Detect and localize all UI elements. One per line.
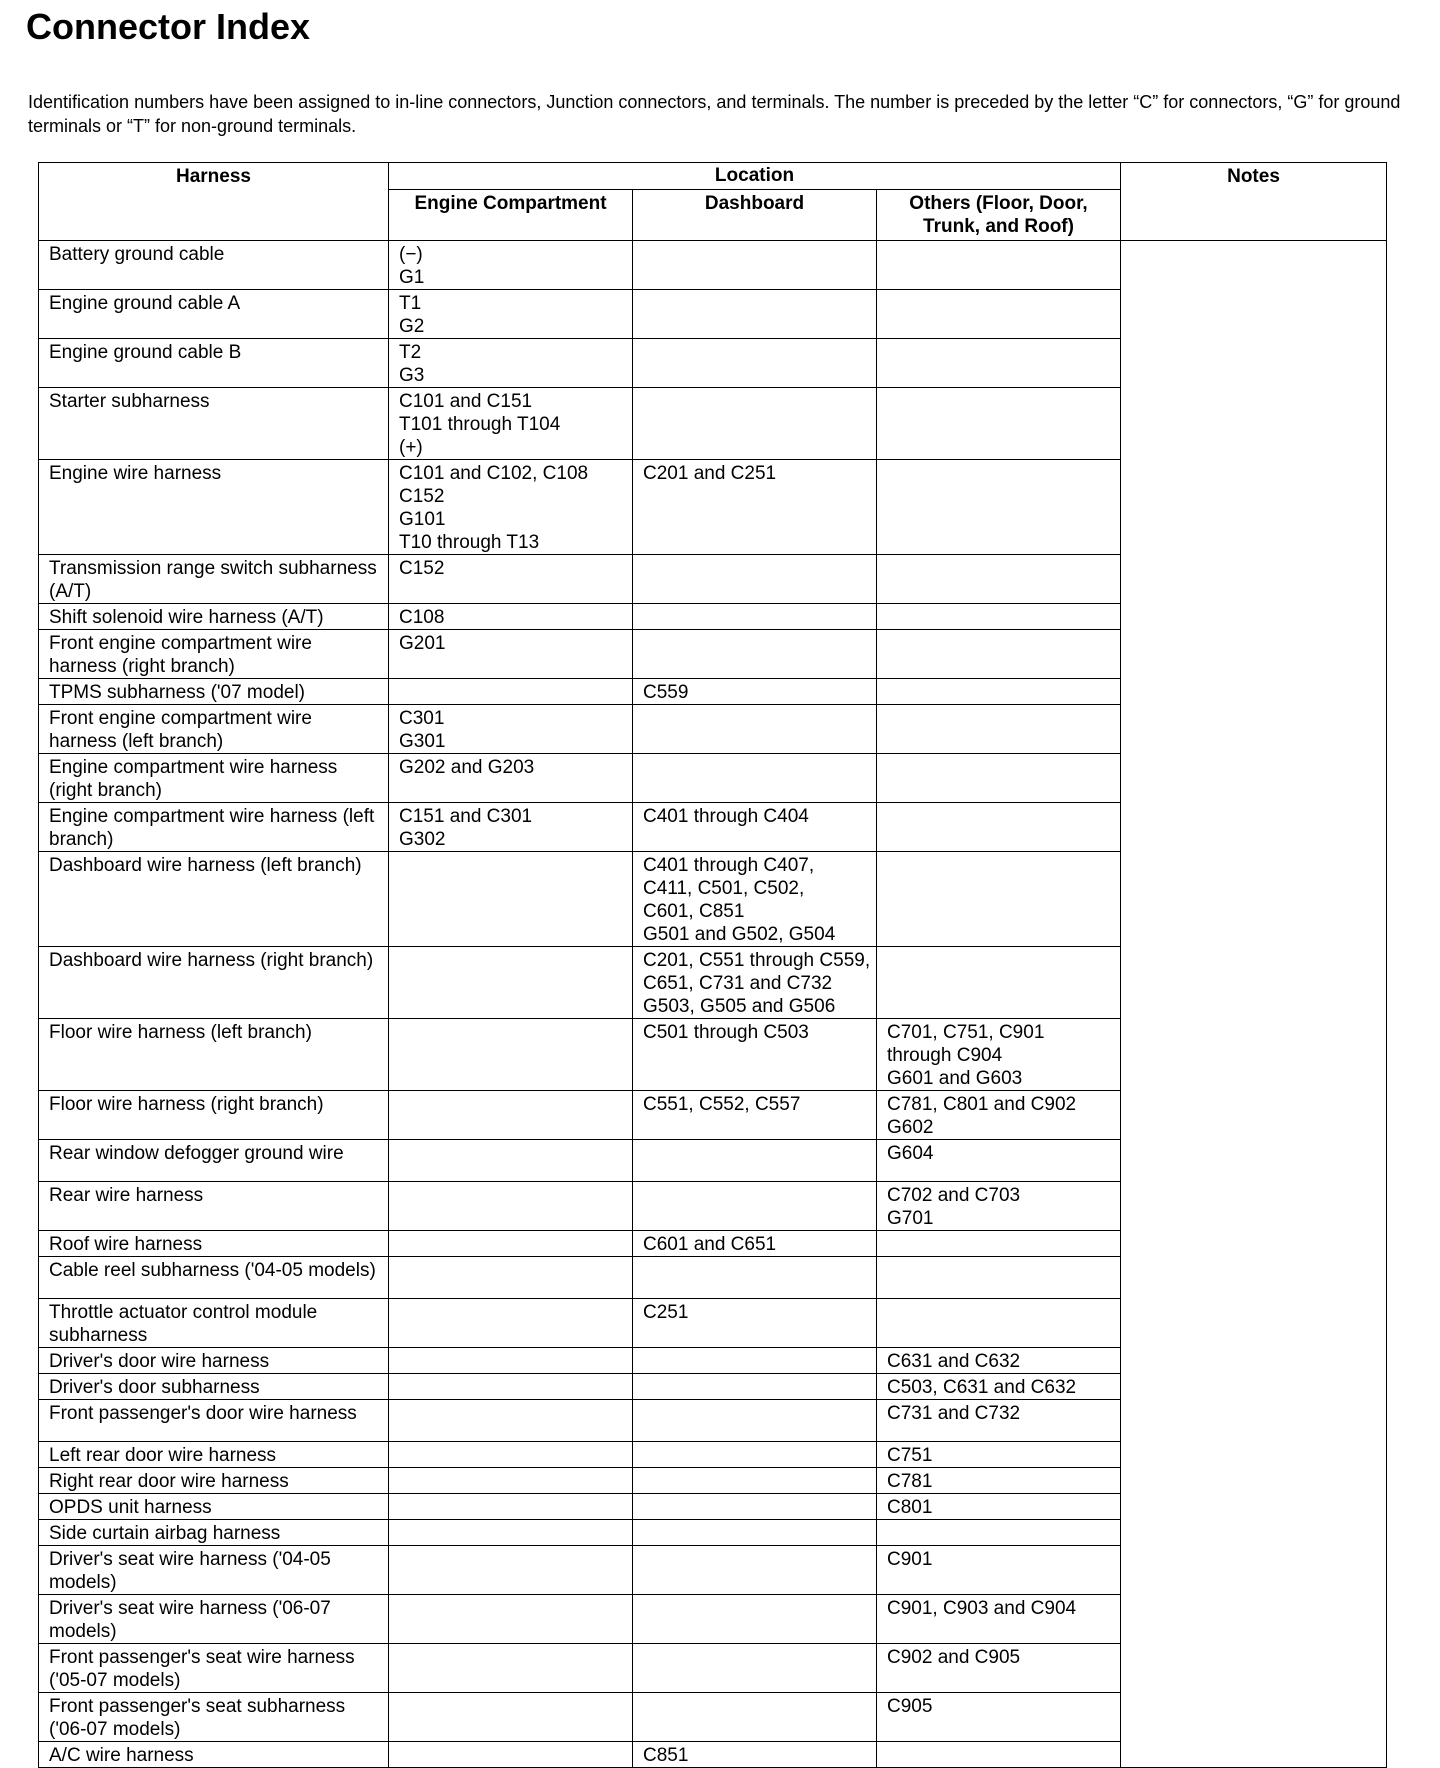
dashboard-location-cell bbox=[633, 1091, 877, 1140]
header-harness: Harness bbox=[39, 163, 389, 241]
harness-name-cell: A/C wire harness bbox=[39, 1742, 389, 1768]
connector-code: T2 bbox=[399, 342, 422, 363]
others-location-cell bbox=[877, 1546, 1121, 1595]
engine-location-cell bbox=[389, 1494, 633, 1520]
harness-name-cell: Right rear door wire harness bbox=[39, 1468, 389, 1494]
others-location-cell bbox=[877, 1140, 1121, 1182]
connector-code: C401 through C404 bbox=[643, 806, 809, 827]
dashboard-location-cell bbox=[633, 1742, 877, 1768]
table-header bbox=[39, 163, 1387, 241]
engine-location-cell bbox=[389, 460, 633, 555]
connector-code: C905 bbox=[887, 1696, 933, 1717]
others-location-cell bbox=[877, 1400, 1121, 1442]
intro-paragraph: Identification numbers have been assigned to in-line connectors, Junction connectors, and terminals. The number is preceded by the letter “C” for connectors, “G” for ground terminals or “T” for non-ground terminals. bbox=[28, 92, 1401, 136]
dashboard-location-cell bbox=[633, 1693, 877, 1742]
engine-location-cell bbox=[389, 947, 633, 1019]
harness-name-cell: Front engine compartment wire harness (left branch) bbox=[39, 705, 389, 754]
others-location-cell bbox=[877, 241, 1121, 290]
engine-location-cell bbox=[389, 803, 633, 852]
connector-code: C701, C751, C901 bbox=[887, 1022, 1045, 1043]
harness-name-cell: OPDS unit harness bbox=[39, 1494, 389, 1520]
dashboard-location-cell bbox=[633, 339, 877, 388]
harness-name-cell: Engine compartment wire harness (right branch) bbox=[39, 754, 389, 803]
dashboard-location-cell bbox=[633, 1299, 877, 1348]
engine-location-cell bbox=[389, 1299, 633, 1348]
harness-name-cell: Cable reel subharness ('04-05 models) bbox=[39, 1257, 389, 1299]
connector-code: C501 through C503 bbox=[643, 1022, 809, 1043]
dashboard-location-cell bbox=[633, 388, 877, 460]
connector-code: G302 bbox=[399, 829, 446, 850]
others-location-cell bbox=[877, 1693, 1121, 1742]
others-location-cell bbox=[877, 388, 1121, 460]
dashboard-location-cell bbox=[633, 803, 877, 852]
engine-location-cell bbox=[389, 339, 633, 388]
others-location-cell bbox=[877, 1019, 1121, 1091]
connector-code: C101 and C151 bbox=[399, 391, 533, 412]
others-location-cell bbox=[877, 754, 1121, 803]
connector-code: C851 bbox=[643, 1745, 689, 1766]
dashboard-location-cell bbox=[633, 1520, 877, 1546]
connector-code: C751 bbox=[887, 1445, 933, 1466]
harness-name-cell: Driver's door subharness bbox=[39, 1374, 389, 1400]
engine-location-cell bbox=[389, 1644, 633, 1693]
others-location-cell bbox=[877, 290, 1121, 339]
engine-location-cell bbox=[389, 679, 633, 705]
others-location-cell bbox=[877, 555, 1121, 604]
others-location-cell bbox=[877, 803, 1121, 852]
connector-code: C781 bbox=[887, 1471, 933, 1492]
others-location-cell bbox=[877, 630, 1121, 679]
notes-cell bbox=[1121, 241, 1387, 1768]
connector-code: G601 and G603 bbox=[887, 1068, 1023, 1089]
harness-name-cell: Throttle actuator control module subharness bbox=[39, 1299, 389, 1348]
others-location-cell bbox=[877, 1257, 1121, 1299]
engine-location-cell bbox=[389, 1520, 633, 1546]
dashboard-location-cell bbox=[633, 290, 877, 339]
connector-code: C731 and C732 bbox=[887, 1403, 1021, 1424]
dashboard-location-cell bbox=[633, 1442, 877, 1468]
connector-code: C401 through C407, bbox=[643, 855, 815, 876]
others-location-cell bbox=[877, 339, 1121, 388]
others-location-cell bbox=[877, 705, 1121, 754]
connector-code: C411, C501, C502, bbox=[643, 878, 805, 899]
harness-name-cell: Front passenger's door wire harness bbox=[39, 1400, 389, 1442]
connector-code: C251 bbox=[643, 1302, 689, 1323]
engine-location-cell bbox=[389, 1742, 633, 1768]
connector-code: G501 and G502, G504 bbox=[643, 924, 836, 945]
dashboard-location-cell bbox=[633, 705, 877, 754]
table-row bbox=[39, 241, 1387, 290]
header-notes: Notes bbox=[1121, 163, 1387, 241]
connector-code: C201 and C251 bbox=[643, 463, 777, 484]
engine-location-cell bbox=[389, 1182, 633, 1231]
connector-code: G2 bbox=[399, 316, 425, 337]
harness-name-cell: TPMS subharness ('07 model) bbox=[39, 679, 389, 705]
connector-code: C101 and C102, C108 bbox=[399, 463, 589, 484]
engine-location-cell bbox=[389, 1546, 633, 1595]
engine-location-cell bbox=[389, 290, 633, 339]
connector-code: C781, C801 and C902 bbox=[887, 1094, 1077, 1115]
header-dashboard: Dashboard bbox=[633, 190, 877, 241]
connector-code: G201 bbox=[399, 633, 446, 654]
dashboard-location-cell bbox=[633, 1468, 877, 1494]
dashboard-location-cell bbox=[633, 1400, 877, 1442]
harness-name-cell: Side curtain airbag harness bbox=[39, 1520, 389, 1546]
connector-code: G1 bbox=[399, 267, 425, 288]
others-location-cell bbox=[877, 1644, 1121, 1693]
others-location-cell bbox=[877, 947, 1121, 1019]
dashboard-location-cell bbox=[633, 1494, 877, 1520]
connector-code: C901 bbox=[887, 1549, 933, 1570]
dashboard-location-cell bbox=[633, 1546, 877, 1595]
engine-location-cell bbox=[389, 388, 633, 460]
others-location-cell bbox=[877, 1468, 1121, 1494]
dashboard-location-cell bbox=[633, 1348, 877, 1374]
engine-location-cell bbox=[389, 1348, 633, 1374]
others-location-cell bbox=[877, 1595, 1121, 1644]
connector-code: C503, C631 and C632 bbox=[887, 1377, 1077, 1398]
others-location-cell bbox=[877, 1091, 1121, 1140]
connector-code: C902 and C905 bbox=[887, 1647, 1021, 1668]
harness-name-cell: Left rear door wire harness bbox=[39, 1442, 389, 1468]
connector-code: C152 bbox=[399, 486, 445, 507]
engine-location-cell bbox=[389, 1374, 633, 1400]
connector-code: C631 and C632 bbox=[887, 1351, 1021, 1372]
dashboard-location-cell bbox=[633, 852, 877, 947]
connector-code: C152 bbox=[399, 558, 445, 579]
harness-name-cell: Dashboard wire harness (right branch) bbox=[39, 947, 389, 1019]
dashboard-location-cell bbox=[633, 679, 877, 705]
connector-code: G3 bbox=[399, 365, 425, 386]
others-location-cell bbox=[877, 1348, 1121, 1374]
connector-code: G503, G505 and G506 bbox=[643, 996, 836, 1017]
connector-code: through C904 bbox=[887, 1045, 1003, 1066]
others-location-cell bbox=[877, 460, 1121, 555]
dashboard-location-cell bbox=[633, 1595, 877, 1644]
dashboard-location-cell bbox=[633, 947, 877, 1019]
engine-location-cell bbox=[389, 754, 633, 803]
engine-location-cell bbox=[389, 1595, 633, 1644]
connector-code: C702 and C703 bbox=[887, 1185, 1021, 1206]
engine-location-cell bbox=[389, 604, 633, 630]
dashboard-location-cell bbox=[633, 1374, 877, 1400]
header-location: Location bbox=[389, 163, 1121, 190]
dashboard-location-cell bbox=[633, 1140, 877, 1182]
engine-location-cell bbox=[389, 1468, 633, 1494]
connector-code: C559 bbox=[643, 682, 689, 703]
others-location-cell bbox=[877, 1299, 1121, 1348]
others-location-cell bbox=[877, 1231, 1121, 1257]
harness-name-cell: Transmission range switch subharness (A/T) bbox=[39, 555, 389, 604]
engine-location-cell bbox=[389, 1400, 633, 1442]
others-location-cell bbox=[877, 1374, 1121, 1400]
connector-code: G202 and G203 bbox=[399, 757, 535, 778]
engine-location-cell bbox=[389, 705, 633, 754]
harness-name-cell: Engine wire harness bbox=[39, 460, 389, 555]
dashboard-location-cell bbox=[633, 630, 877, 679]
connector-code: T10 through T13 bbox=[399, 532, 540, 553]
engine-location-cell bbox=[389, 1693, 633, 1742]
connector-code: G101 bbox=[399, 509, 446, 530]
harness-name-cell: Driver's door wire harness bbox=[39, 1348, 389, 1374]
others-location-cell bbox=[877, 604, 1121, 630]
connector-code: T101 through T104 bbox=[399, 414, 561, 435]
others-location-cell bbox=[877, 1742, 1121, 1768]
connector-code: C201, C551 through C559, bbox=[643, 950, 871, 971]
connector-code: C151 and C301 bbox=[399, 806, 533, 827]
dashboard-location-cell bbox=[633, 604, 877, 630]
connector-code: C551, C552, C557 bbox=[643, 1094, 801, 1115]
page-title: Connector Index bbox=[26, 6, 311, 47]
harness-name-cell: Engine compartment wire harness (left branch) bbox=[39, 803, 389, 852]
connector-index-table bbox=[38, 162, 1387, 1768]
others-location-cell bbox=[877, 1494, 1121, 1520]
harness-name-cell: Roof wire harness bbox=[39, 1231, 389, 1257]
harness-name-cell: Front passenger's seat wire harness ('05-07 models) bbox=[39, 1644, 389, 1693]
table-body bbox=[39, 241, 1387, 1768]
dashboard-location-cell bbox=[633, 241, 877, 290]
engine-location-cell bbox=[389, 1019, 633, 1091]
harness-name-cell: Floor wire harness (right branch) bbox=[39, 1091, 389, 1140]
others-location-cell bbox=[877, 1442, 1121, 1468]
dashboard-location-cell bbox=[633, 1182, 877, 1231]
engine-location-cell bbox=[389, 241, 633, 290]
dashboard-location-cell bbox=[633, 555, 877, 604]
harness-name-cell: Battery ground cable bbox=[39, 241, 389, 290]
engine-location-cell bbox=[389, 1091, 633, 1140]
dashboard-location-cell bbox=[633, 1257, 877, 1299]
harness-name-cell: Engine ground cable A bbox=[39, 290, 389, 339]
others-location-cell bbox=[877, 1520, 1121, 1546]
connector-code: G602 bbox=[887, 1117, 934, 1138]
connector-code: C301 bbox=[399, 708, 445, 729]
connector-code: C801 bbox=[887, 1497, 933, 1518]
harness-name-cell: Dashboard wire harness (left branch) bbox=[39, 852, 389, 947]
harness-name-cell: Front engine compartment wire harness (right branch) bbox=[39, 630, 389, 679]
connector-code: C108 bbox=[399, 607, 445, 628]
engine-location-cell bbox=[389, 1257, 633, 1299]
others-location-cell bbox=[877, 852, 1121, 947]
harness-name-cell: Starter subharness bbox=[39, 388, 389, 460]
connector-code: (+) bbox=[399, 437, 423, 458]
engine-location-cell bbox=[389, 1140, 633, 1182]
engine-location-cell bbox=[389, 1231, 633, 1257]
harness-name-cell: Driver's seat wire harness ('06-07 models) bbox=[39, 1595, 389, 1644]
connector-code: G701 bbox=[887, 1208, 934, 1229]
harness-name-cell: Rear wire harness bbox=[39, 1182, 389, 1231]
connector-code: C651, C731 and C732 bbox=[643, 973, 833, 994]
engine-location-cell bbox=[389, 1442, 633, 1468]
others-location-cell bbox=[877, 1182, 1121, 1231]
connector-code: G301 bbox=[399, 731, 446, 752]
dashboard-location-cell bbox=[633, 1231, 877, 1257]
harness-name-cell: Rear window defogger ground wire bbox=[39, 1140, 389, 1182]
engine-location-cell bbox=[389, 852, 633, 947]
header-others: Others (Floor, Door, Trunk, and Roof) bbox=[877, 190, 1121, 241]
harness-name-cell: Front passenger's seat subharness ('06-07 models) bbox=[39, 1693, 389, 1742]
connector-code: (−) bbox=[399, 244, 423, 265]
harness-name-cell: Floor wire harness (left branch) bbox=[39, 1019, 389, 1091]
dashboard-location-cell bbox=[633, 754, 877, 803]
dashboard-location-cell bbox=[633, 1019, 877, 1091]
connector-code: G604 bbox=[887, 1143, 934, 1164]
connector-code: C601, C851 bbox=[643, 901, 745, 922]
dashboard-location-cell bbox=[633, 460, 877, 555]
dashboard-location-cell bbox=[633, 1644, 877, 1693]
header-engine-compartment: Engine Compartment bbox=[389, 190, 633, 241]
engine-location-cell bbox=[389, 555, 633, 604]
engine-location-cell bbox=[389, 630, 633, 679]
harness-name-cell: Shift solenoid wire harness (A/T) bbox=[39, 604, 389, 630]
connector-code: T1 bbox=[399, 293, 422, 314]
others-location-cell bbox=[877, 679, 1121, 705]
connector-code: C901, C903 and C904 bbox=[887, 1598, 1077, 1619]
harness-name-cell: Driver's seat wire harness ('04-05 models) bbox=[39, 1546, 389, 1595]
connector-code: C601 and C651 bbox=[643, 1234, 777, 1255]
harness-name-cell: Engine ground cable B bbox=[39, 339, 389, 388]
